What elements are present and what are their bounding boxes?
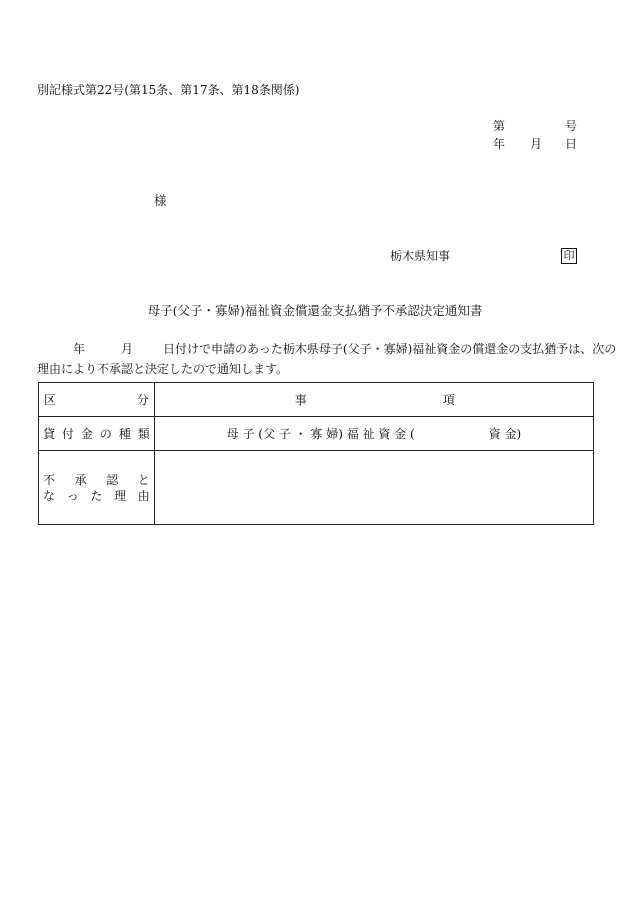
header-label-char: 分	[136, 393, 149, 407]
header-label-cell	[39, 383, 155, 417]
reason-label-char: た	[90, 488, 103, 503]
seal-mark: 印	[561, 248, 577, 264]
loan-type-prefix: 母 子 (父 子 ・ 寡 婦) 福 祉 資 金 (	[226, 427, 415, 441]
header-label-char: 区	[44, 393, 57, 407]
table-header-row	[39, 383, 594, 417]
reason-label-char: 不	[43, 472, 56, 487]
header-value-char: 項	[442, 393, 455, 407]
document-title: 母子(父子・寡婦)福祉資金償還金支払猶予不承認決定通知書	[147, 303, 483, 318]
loan-type-label-char: 金	[80, 427, 93, 441]
date-month-label: 月	[530, 137, 543, 151]
body-year-label: 年	[73, 342, 86, 356]
date-day-label: 日	[565, 137, 578, 151]
loan-type-label-char: の	[99, 427, 112, 441]
reason-label-char: と	[137, 472, 150, 487]
loan-type-label-char: 種	[118, 427, 131, 441]
header-value-char: 事	[294, 393, 307, 407]
reason-label-line-2	[43, 488, 150, 504]
header-value-cell	[154, 383, 593, 417]
body-month-label: 月	[121, 342, 134, 356]
form-number: 別記様式第22号(第15条、第17条、第18条関係)	[37, 83, 300, 97]
doc-number-dai: 第	[493, 119, 506, 133]
reason-label-char: 認	[106, 472, 119, 487]
addressee-suffix: 様	[154, 193, 167, 208]
body-line-1	[37, 343, 616, 355]
reason-label-char: 由	[137, 488, 150, 503]
reason-label-char: 承	[74, 472, 87, 487]
reason-value-cell[interactable]	[154, 451, 593, 525]
details-table	[38, 382, 594, 525]
date-year-label: 年	[493, 137, 506, 151]
loan-type-label-char: 付	[61, 427, 74, 441]
reason-label-char: 理	[114, 488, 127, 503]
doc-number-go: 号	[565, 119, 578, 133]
sender-name: 栃木県知事	[390, 249, 451, 263]
body-line-1-text: 日付けで申請のあった栃木県母子(父子・寡婦)福祉資金の償還金の支払猶予は、次の	[163, 342, 617, 356]
loan-type-label-char: 類	[137, 427, 150, 441]
loan-type-suffix: 資 金)	[488, 427, 522, 441]
loan-type-row	[39, 417, 594, 451]
reason-label-char: な	[43, 488, 56, 503]
reason-label-char: っ	[66, 488, 79, 503]
reason-label-cell	[39, 451, 155, 525]
reason-label-line-1	[43, 472, 150, 488]
loan-type-label-char: 貸	[43, 427, 56, 441]
reason-row	[39, 451, 594, 525]
loan-type-label-cell	[39, 417, 155, 451]
body-line-2: 理由により不承認と決定したので通知します。	[37, 362, 289, 376]
loan-type-value-cell[interactable]	[154, 417, 593, 451]
